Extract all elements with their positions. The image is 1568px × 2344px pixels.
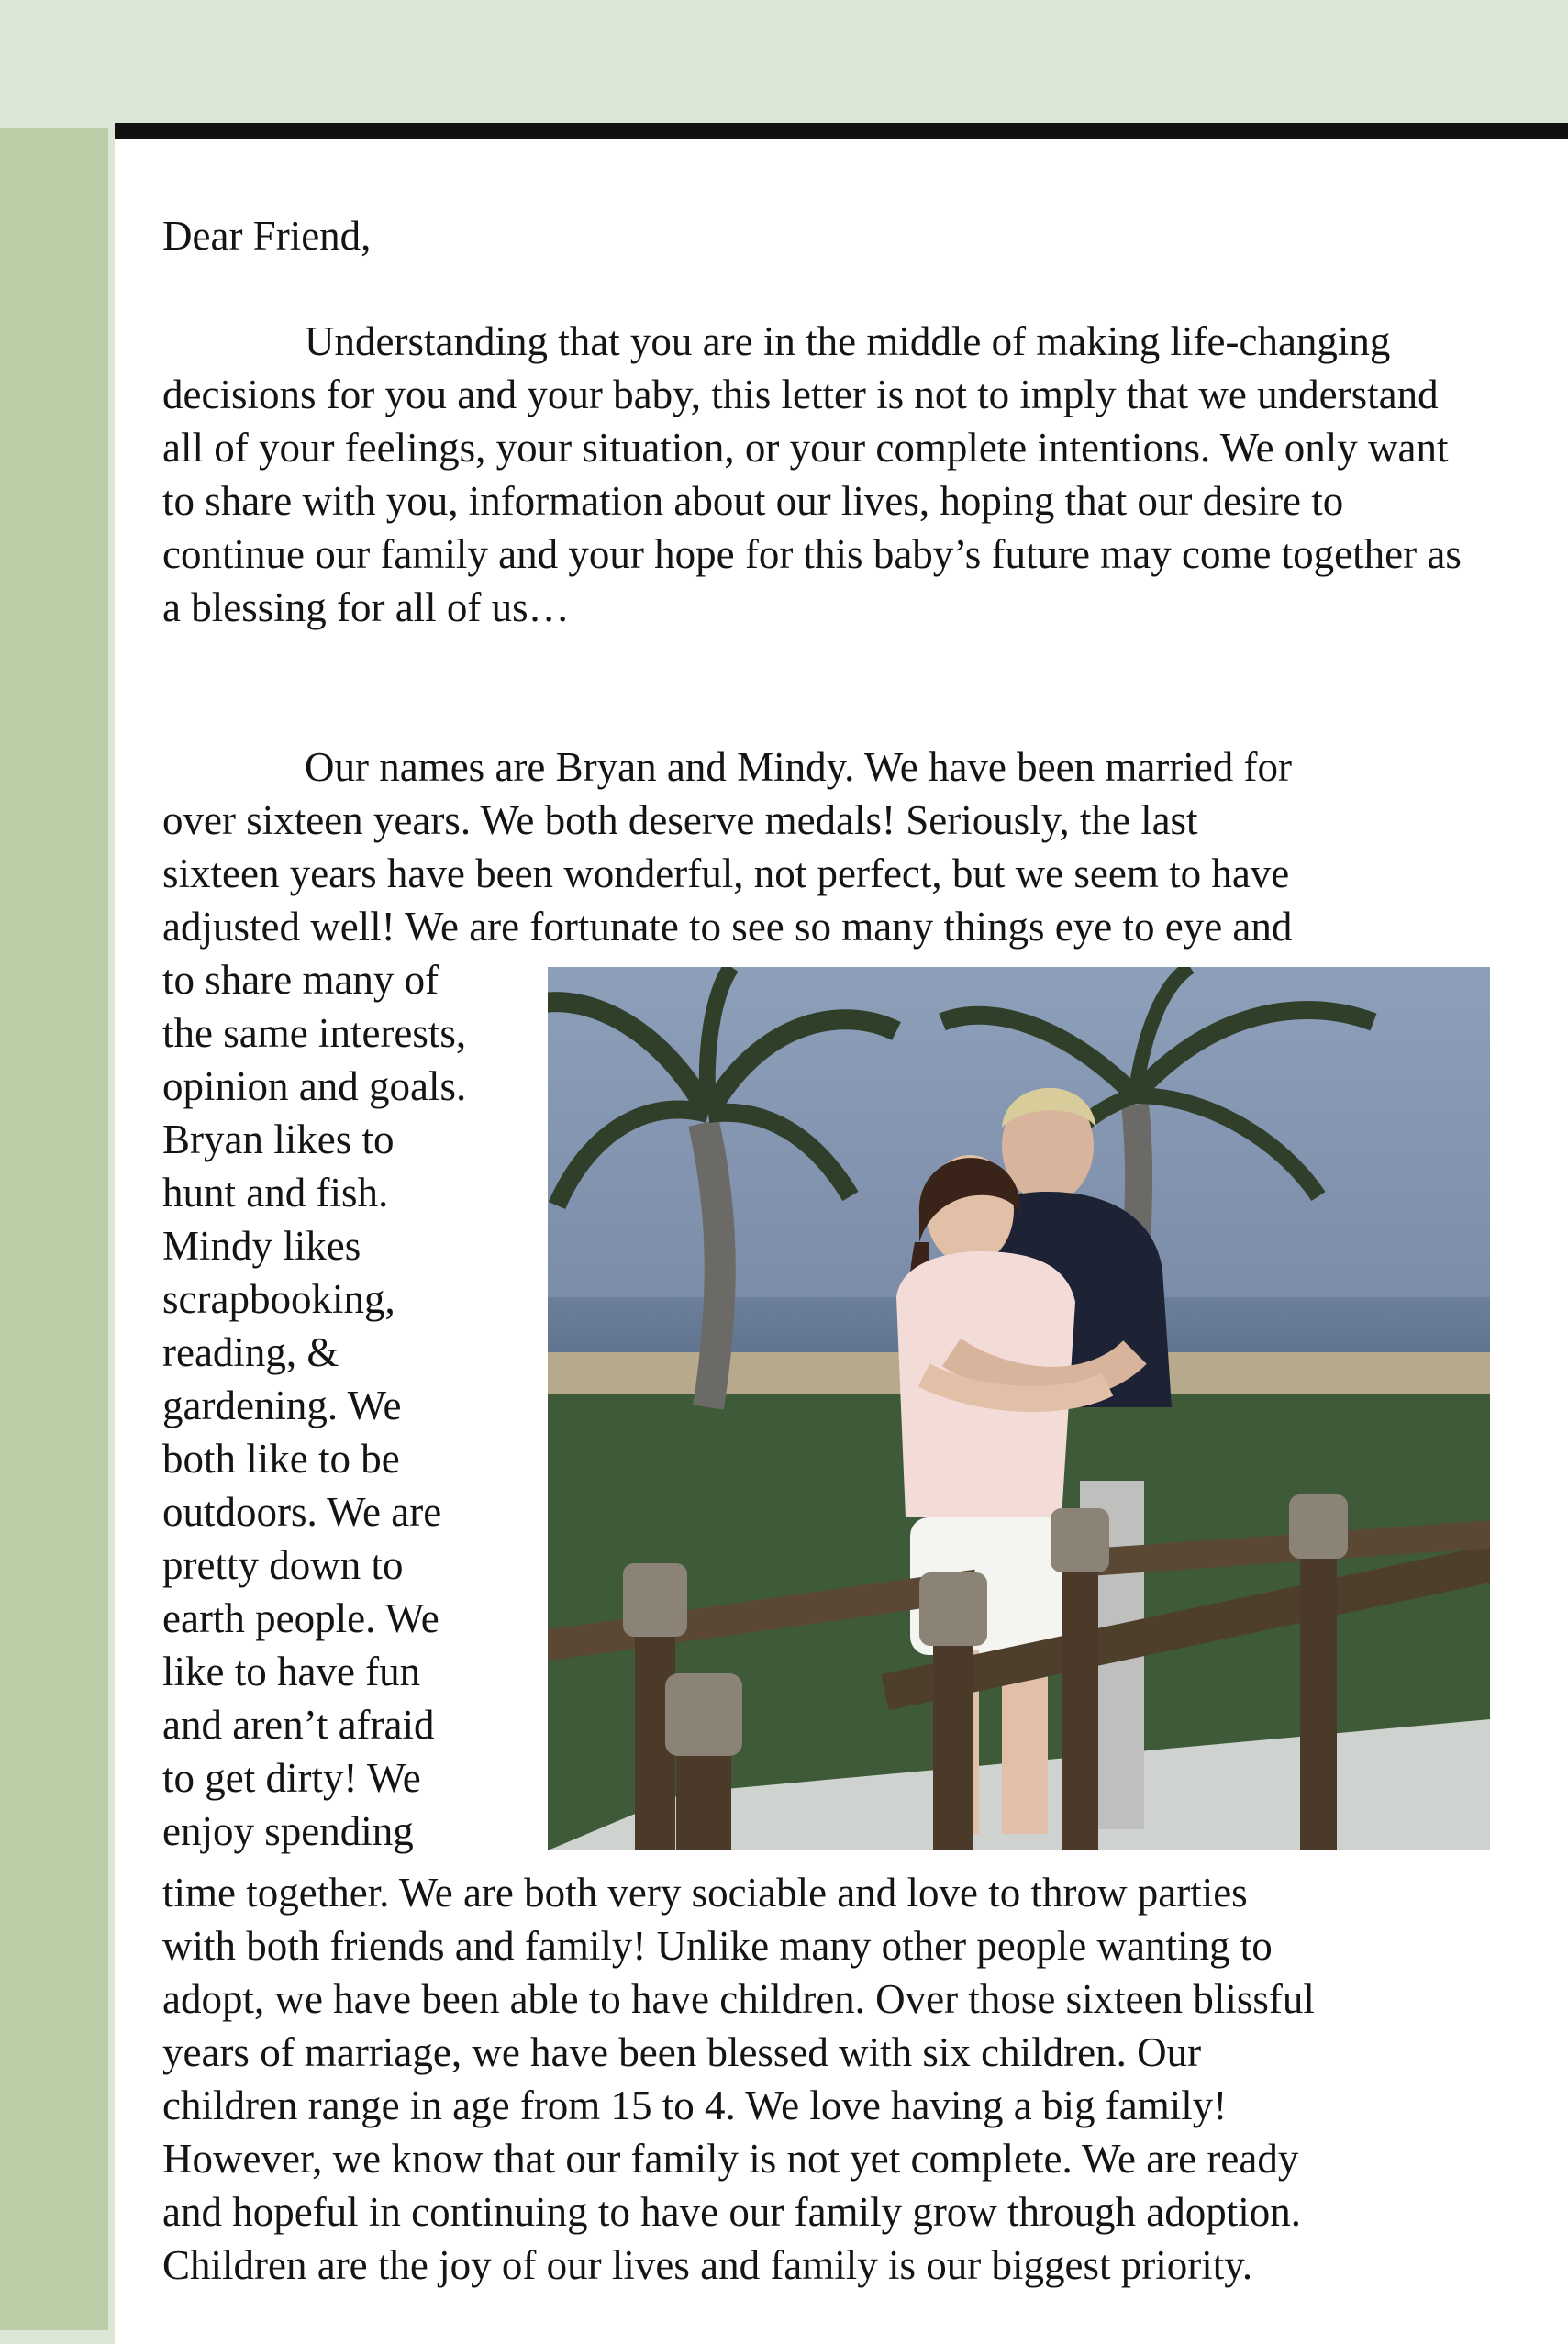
column-line: earth people. We	[162, 1595, 439, 1641]
column-line: opinion and goals.	[162, 1063, 467, 1109]
column-line: Bryan likes to	[162, 1116, 395, 1162]
paragraph-line: and hopeful in continuing to have our family grow through adoption.	[162, 2189, 1302, 2235]
column-line: both like to be	[162, 1436, 400, 1482]
column-line: scrapbooking,	[162, 1276, 395, 1322]
column-line: reading, &	[162, 1329, 339, 1375]
column-line: and aren’t afraid	[162, 1702, 435, 1748]
paragraph-line: adjusted well! We are fortunate to see so many things eye to eye and	[162, 904, 1293, 950]
column-line: like to have fun	[162, 1649, 421, 1694]
paragraph-line: However, we know that our family is not yet complete. We are ready	[162, 2136, 1299, 2182]
paragraph-line: over sixteen years. We both deserve medals! Seriously, the last	[162, 797, 1198, 843]
column-line: hunt and fish.	[162, 1170, 389, 1216]
column-line: enjoy spending	[162, 1808, 414, 1854]
column-line: Mindy likes	[162, 1223, 361, 1269]
column-line: the same interests,	[162, 1010, 467, 1056]
paragraph-line: years of marriage, we have been blessed with six children. Our	[162, 2029, 1202, 2075]
wrapped-text-column	[162, 953, 548, 1858]
paragraph-line: time together. We are both very sociable and love to throw parties	[162, 1870, 1248, 1916]
column-line: to get dirty! We	[162, 1755, 421, 1801]
left-margin-band	[0, 128, 108, 2330]
column-line: gardening. We	[162, 1383, 402, 1428]
paragraph-family	[162, 1866, 1484, 2292]
beach-couple-illustration	[548, 967, 1490, 1850]
paragraph-line: Children are the joy of our lives and family is our biggest priority.	[162, 2242, 1253, 2288]
column-line: outdoors. We are	[162, 1489, 442, 1535]
couple-photo	[548, 967, 1490, 1850]
paragraph-line: Our names are Bryan and Mindy. We have been married for	[305, 744, 1292, 790]
column-line: to share many of	[162, 957, 439, 1003]
paragraph-line: adopt, we have been able to have children. Over those sixteen blissful	[162, 1976, 1315, 2022]
paragraph-line: sixteen years have been wonderful, not perfect, but we seem to have	[162, 850, 1290, 896]
column-line: pretty down to	[162, 1542, 404, 1588]
paragraph-intro: Understanding that you are in the middle of making life-changing decisions for you and your baby, this letter is not to imply that we understand all of your feelings, your situation, or your complete intentions. We only want to share with you, information about our lives, hoping that our desire to continue our family and your hope for this baby’s future may come together as a blessing for all of us…	[162, 318, 1462, 630]
top-rule	[115, 123, 1568, 139]
salutation: Dear Friend,	[162, 213, 372, 259]
paragraph-line: with both friends and family! Unlike many other people wanting to	[162, 1923, 1273, 1969]
paragraph-line: children range in age from 15 to 4. We love having a big family!	[162, 2083, 1228, 2128]
paragraph-names	[162, 740, 1484, 953]
